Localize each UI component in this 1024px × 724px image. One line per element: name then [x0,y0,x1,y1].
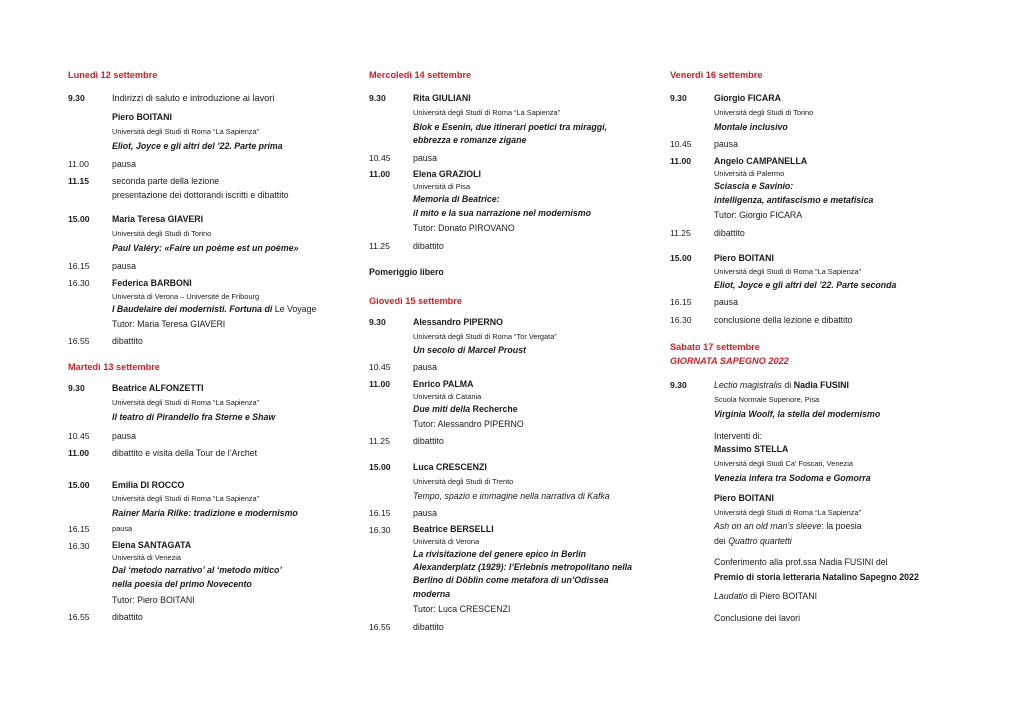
speaker-university: Università di Verona – Université de Fribourg [112,292,260,301]
time-label: 16.55 [68,336,90,346]
speaker-university: Università degli Studi di Roma “La Sapienza” [112,398,260,407]
lecture-title: Rainer Maria Rilke: tradizione e modernismo [112,508,298,518]
session-text: pausa [413,508,437,518]
time-label: 16.30 [670,315,692,325]
speaker-name: Piero BOITANI [714,253,774,263]
lecture-title: moderna [413,589,451,599]
time-label: 11.00 [68,159,89,169]
speaker-university: Università degli Studi di Roma “La Sapienza” [112,494,260,503]
speaker-university: Università degli Studi di Torino [112,229,212,238]
time-label: 11.25 [369,436,390,446]
time-label: 11.00 [369,379,391,389]
speaker-name: Beatrice BERSELLI [413,524,494,534]
time-label: 11.25 [670,228,691,238]
speaker-name: Elena SANTAGATA [112,540,192,550]
day-subheading: GIORNATA SAPEGNO 2022 [670,356,789,366]
lecture-title-main: Due miti della [413,404,473,414]
session-text: dibattito e visita della Tour de l’Archet [112,448,258,458]
speaker-name: Giorgio FICARA [714,93,781,103]
speaker-name: Piero BOITANI [112,112,172,122]
session-text: pausa [714,139,738,149]
session-text: Indirizzi di saluto e introduzione ai lavori [112,93,275,103]
speaker-name: Federica BARBONI [112,278,192,288]
lecture-title-work: Recherche [472,404,518,414]
lecture-title: Montale inclusivo [714,122,788,132]
closing-text: Conclusione dei lavori [714,613,801,623]
lecture-title [714,537,792,546]
time-label: 16.15 [68,261,90,271]
lecture-title: Memoria di Beatrice: [413,194,500,204]
speaker-university: Scuola Normale Superiore, Pisa [714,395,820,404]
time-label: 11.00 [369,169,391,179]
lecture-title: Virginia Woolf, la stella del modernismo [714,409,881,419]
lecture-title: Paul Valéry: «Faire un poème est un poème» [112,243,299,253]
time-label: 16.30 [68,541,90,551]
time-label: 10.45 [670,139,692,149]
laudatio-line [714,592,817,601]
session-text: pausa [112,261,136,271]
time-label: 15.00 [670,253,692,263]
speaker-name: Massimo STELLA [714,444,789,454]
lecture-title: il mito e la sua narrazione nel modernismo [413,208,591,218]
award-text: Conferimento alla prof.ssa Nadia FUSINI del [714,557,888,567]
speaker-name: Maria Teresa GIAVERI [112,214,204,224]
lecture-title: La rivisitazione del genere epico in Berlin [413,549,587,559]
speaker-university: Università di Verona [413,537,480,546]
session-text: dibattito [112,612,143,622]
time-label: 9.30 [68,93,85,103]
time-label: 11.25 [369,241,390,251]
lecture-title: Dal ‘metodo narrativo’ al ‘metodo mitico’ [112,565,282,575]
session-text: pausa [714,297,738,307]
session-text: pausa [112,159,136,169]
session-text: conclusione della lezione e dibattito [714,315,853,325]
time-label: 11.00 [670,156,692,166]
lecture-title [112,305,316,314]
lecture-title-work: Ash on an old man’s sleeve [714,521,822,531]
day-heading-tuesday: Martedì 13 settembre [68,362,160,372]
free-afternoon: Pomeriggio libero [369,267,444,277]
lecture-title-main: I Baudelaire dei modernisti. Fortuna di [112,304,275,314]
tutor-text: Tutor: Piero BOITANI [112,595,195,605]
session-text: dibattito [112,336,143,346]
time-label: 16.15 [68,524,90,534]
lecture-title-main: dei [714,536,729,546]
speaker-name: Emilia DI ROCCO [112,480,185,490]
lecture-title: nella poesia del primo Novecento [112,579,252,589]
lectio-label: Lectio magistralis [714,380,782,390]
time-label: 16.30 [68,278,90,288]
lecture-title-work: Le Voyage [274,304,317,314]
session-text: pausa [112,431,136,441]
speaker-university: Università degli Studi di Roma “La Sapienza” [413,108,561,117]
lecture-title: Un secolo di Marcel Proust [413,345,526,355]
session-text: pausa [413,153,437,163]
session-text: seconda parte della lezione [112,176,220,186]
time-label: 16.55 [68,612,90,622]
speaker-university: Università degli Studi Ca’ Foscari, Venezia [714,459,853,468]
day-heading-friday: Venerdì 16 settembre [670,70,763,80]
lectio-connector: di [781,380,794,390]
speaker-university: Università di Palermo [714,169,785,178]
lecture-title-main: : la poesia [821,521,862,531]
time-label: 16.30 [369,525,391,535]
tutor-text: Tutor: Giorgio FICARA [714,210,803,220]
speaker-name: Elena GRAZIOLI [413,169,481,179]
day-heading-wednesday: Mercoledì 14 settembre [369,70,472,80]
speaker-university: Università degli Studi di Trento [413,477,514,486]
lecture-title: Il teatro di Pirandello fra Sterne e Shaw [112,412,276,422]
lecture-title: Blok e Esenin, due itinerari poetici tra miraggi, [413,122,608,132]
lecture-title: Eliot, Joyce e gli altri del ’22. Parte prima [112,141,283,151]
speaker-university: Università degli Studi di Torino [714,108,814,117]
session-text: dibattito [413,241,444,251]
time-label: 11.00 [68,448,90,458]
session-text: presentazione dei dottorandi iscritti e dibattito [112,190,289,200]
time-label: 15.00 [68,480,90,490]
time-label: 10.45 [369,362,391,372]
award-name: Premio di storia letteraria Natalino Sapegno 2022 [714,572,919,582]
session-text: dibattito [413,622,444,632]
speaker-university: Università degli Studi di Roma “La Sapienza” [112,127,260,136]
lecture-title: ebbrezza e romanze zigane [413,135,527,145]
lecture-title: intelligenza, antifascismo e metafisica [714,195,874,205]
speaker-name: Alessandro PIPERNO [413,317,503,327]
time-label: 11.15 [68,176,90,186]
lecture-title: Sciascia e Savinio: [714,181,794,191]
speaker-name: Angelo CAMPANELLA [714,156,808,166]
speaker-name: Beatrice ALFONZETTI [112,383,204,393]
time-label: 10.45 [369,153,391,163]
time-label: 15.00 [68,214,90,224]
speaker-university: Università degli Studi di Roma “La Sapienza” [714,267,862,276]
time-label: 10.45 [68,431,90,441]
time-label: 9.30 [670,93,687,103]
lecture-title: Eliot, Joyce e gli altri del ’22. Parte seconda [714,280,897,290]
session-text: dibattito [413,436,444,446]
tutor-text: Tutor: Luca CRESCENZI [413,604,511,614]
session-text: pausa [413,362,437,372]
lecture-title [413,405,518,414]
speaker-name: Piero BOITANI [714,493,774,503]
time-label: 16.15 [369,508,391,518]
speaker-university: Università di Pisa [413,182,471,191]
lecture-title-work: Quattro quartetti [728,536,792,546]
laudatio-label: Laudatio [714,591,748,601]
laudatio-speaker: di Piero BOITANI [747,591,818,601]
time-label: 16.15 [670,297,692,307]
speaker-university: Università di Catania [413,392,482,401]
speaker-university: Università degli Studi di Roma “Tor Vergata” [413,332,557,341]
lecture-title: Tempo, spazio e immagine nella narrativa di Kafka [413,491,610,501]
speaker-university: Università degli Studi di Roma “La Sapienza” [714,508,862,517]
lectio-line [714,381,849,390]
time-label: 9.30 [670,380,687,390]
time-label: 16.55 [369,622,391,632]
tutor-text: Tutor: Maria Teresa GIAVERI [112,319,226,329]
time-label: 15.00 [369,462,391,472]
session-text: Interventi di: [714,431,762,441]
day-heading-monday: Lunedì 12 settembre [68,70,158,80]
lecture-title [714,522,862,531]
time-label: 9.30 [369,317,386,327]
tutor-text: Tutor: Alessandro PIPERNO [413,419,524,429]
lecture-title: Venezia infera tra Sodoma e Gomorra [714,473,871,483]
time-label: 9.30 [369,93,386,103]
lectio-speaker: Nadia FUSINI [793,380,849,390]
speaker-name: Enrico PALMA [413,379,474,389]
day-heading-thursday: Giovedì 15 settembre [369,296,462,306]
tutor-text: Tutor: Donato PIROVANO [413,223,515,233]
lecture-title: Alexanderplatz (1929): l’Erlebnis metropolitano nella [413,562,632,572]
session-text: dibattito [714,228,745,238]
time-label: 9.30 [68,383,85,393]
lecture-title: Berlino di Döblin come metafora di un’Odissea [413,575,609,585]
session-text: pausa [112,524,133,533]
speaker-university: Università di Venezia [112,553,182,562]
day-heading-saturday: Sabato 17 settembre [670,342,760,352]
speaker-name: Luca CRESCENZI [413,462,487,472]
speaker-name: Rita GIULIANI [413,93,471,103]
